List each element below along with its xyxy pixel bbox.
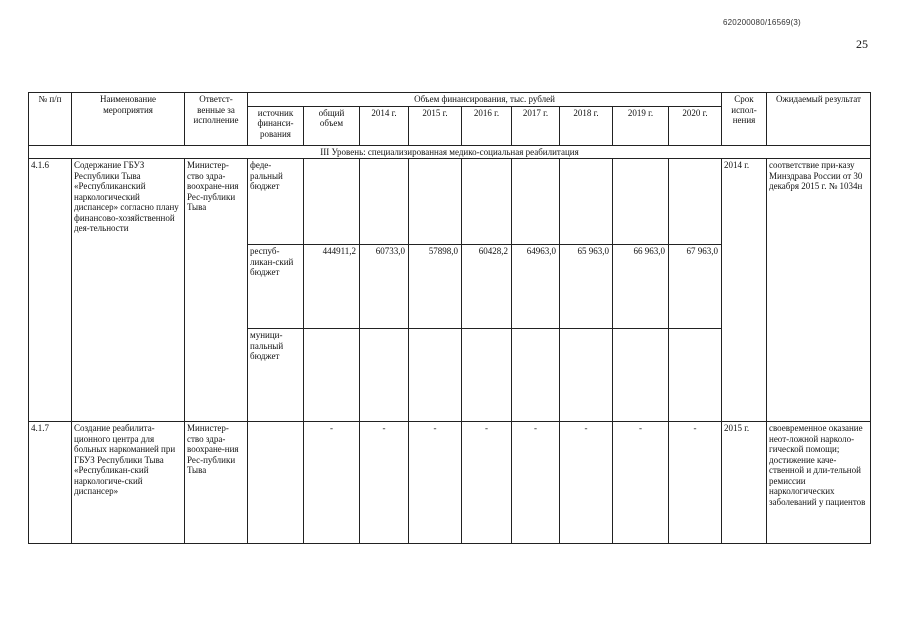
header-num: № п/п (29, 93, 72, 146)
header-responsible: Ответст-венные за исполнение (185, 93, 248, 146)
year-cell: - (462, 422, 512, 544)
level-row (29, 145, 871, 159)
document-code: 620200080/16569(3) (723, 18, 801, 27)
header-year-2014: 2014 г. (360, 106, 409, 145)
total-cell (304, 329, 360, 422)
source-cell: феде-ральный бюджет (248, 159, 304, 245)
year-cell (560, 159, 613, 245)
header-year-2015: 2015 г. (409, 106, 462, 145)
year-cell (409, 329, 462, 422)
header-year-2018: 2018 г. (560, 106, 613, 145)
row-result: своевременное оказание неот-ложной нарколо-гической помощи; достижение каче-ственной и дли-тельной ремиссии наркологических заболеваний у пациентов (767, 422, 871, 544)
total-cell: - (304, 422, 360, 544)
header-result: Ожидаемый результат (767, 93, 871, 146)
year-cell (560, 329, 613, 422)
source-cell: муници-пальный бюджет (248, 329, 304, 422)
source-cell: респуб-ликан-ский бюджет (248, 245, 304, 329)
row-num: 4.1.7 (29, 422, 72, 544)
year-cell: - (512, 422, 560, 544)
year-cell (669, 329, 722, 422)
header-year-2017: 2017 г. (512, 106, 560, 145)
year-cell (360, 159, 409, 245)
year-cell: 64963,0 (512, 245, 560, 329)
year-cell (409, 159, 462, 245)
header-source: источник финанси-рования (248, 106, 304, 145)
year-cell (462, 329, 512, 422)
source-cell (248, 422, 304, 544)
total-cell (304, 159, 360, 245)
row-term: 2014 г. (722, 159, 767, 422)
year-cell: 60428,2 (462, 245, 512, 329)
year-cell (512, 159, 560, 245)
row-result: соответствие при-казу Минздрава России от 30 декабря 2015 г. № 1034н (767, 159, 871, 422)
row-num: 4.1.6 (29, 159, 72, 422)
year-cell: 60733,0 (360, 245, 409, 329)
year-cell: - (360, 422, 409, 544)
row-responsible: Министер-ство здра-воохране-ния Рес-публики Тыва (185, 159, 248, 422)
header-funding: Объем финансирования, тыс. рублей (248, 93, 722, 107)
row-term: 2015 г. (722, 422, 767, 544)
year-cell: - (560, 422, 613, 544)
header-year-2016: 2016 г. (462, 106, 512, 145)
header-name: Наименование мероприятия (72, 93, 185, 146)
header-year-2019: 2019 г. (613, 106, 669, 145)
level-title: III Уровень: специализированная медико-социальная реабилитация (29, 145, 871, 159)
table-row (29, 422, 871, 544)
total-cell: 444911,2 (304, 245, 360, 329)
year-cell: 67 963,0 (669, 245, 722, 329)
year-cell (512, 329, 560, 422)
year-cell: - (613, 422, 669, 544)
header-year-2020: 2020 г. (669, 106, 722, 145)
row-responsible: Министер-ство здра-воохране-ния Рес-публики Тыва (185, 422, 248, 544)
page-number: 25 (856, 37, 868, 51)
year-cell (669, 159, 722, 245)
year-cell (613, 159, 669, 245)
financing-table (28, 92, 871, 544)
year-cell: - (669, 422, 722, 544)
year-cell (613, 329, 669, 422)
row-name: Содержание ГБУЗ Республики Тыва «Республиканский наркологический диспансер» согласно плану финансово-хозяйственной дея-тельности (72, 159, 185, 422)
header-total: общий объем (304, 106, 360, 145)
year-cell: 57898,0 (409, 245, 462, 329)
header-term: Срок испол-нения (722, 93, 767, 146)
header-row-1 (29, 93, 871, 107)
year-cell (462, 159, 512, 245)
year-cell: 65 963,0 (560, 245, 613, 329)
year-cell: 66 963,0 (613, 245, 669, 329)
row-name: Создание реабилита-ционного центра для больных наркоманией при ГБУЗ Республики Тыва «Республикан-ский наркологиче-ский диспансер» (72, 422, 185, 544)
table-row (29, 159, 871, 245)
year-cell: - (409, 422, 462, 544)
year-cell (360, 329, 409, 422)
